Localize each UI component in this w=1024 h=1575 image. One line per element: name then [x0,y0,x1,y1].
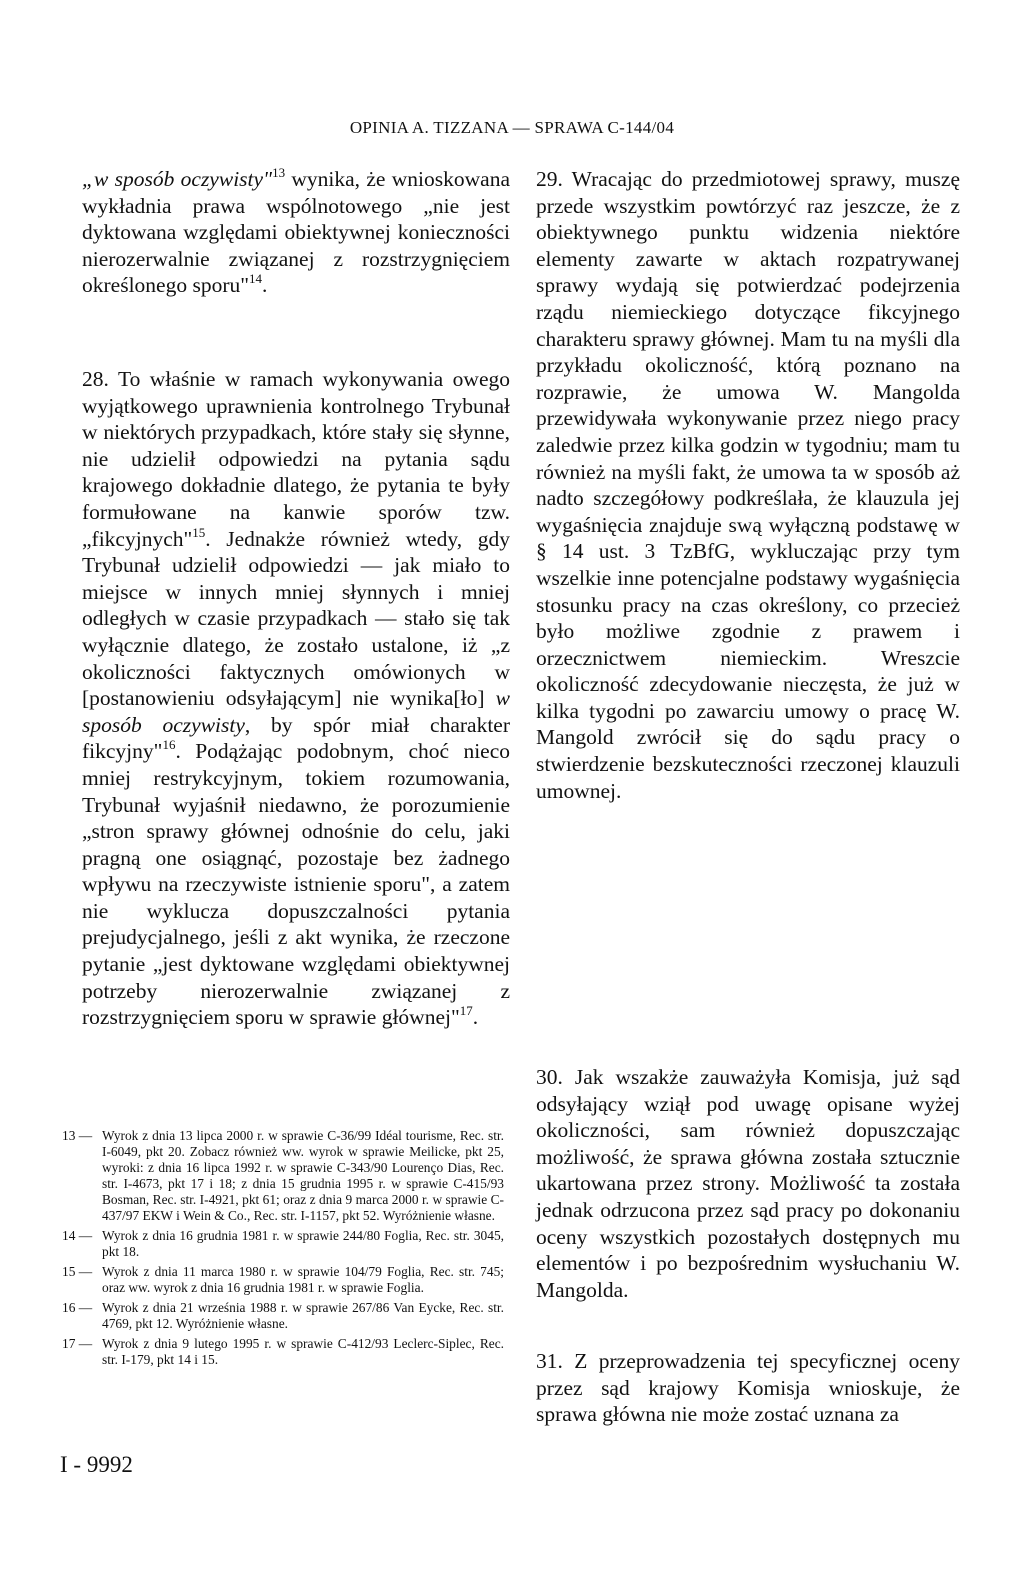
footnotes [62,1128,504,1372]
paragraph-28-italic: w sposób oczywisty [82,686,510,737]
paragraph-28 [82,366,510,1031]
footnote-text: Wyrok z dnia 16 grudnia 1981 r. w sprawie 244/80 Foglia, Rec. str. 3045, pkt 18. [102,1228,504,1259]
paragraph-28-part3: , by spór miał charakter fikcyjny" [82,712,510,764]
footnote-number: 17 — [62,1336,93,1351]
footnote-number: 13 — [62,1128,93,1143]
paragraph-30: 30. Jak wszakże zauważyła Komisja, już sąd odsyłający wziął pod uwagę opisane wyżej okoliczności, sam również dopuszczając możliwość, że sprawa główna została sztucznie ukartowana przez strony. Możliwość ta została jednak odrzucona przez sąd pracy po dokonaniu oceny wszystkich pozostałych dostępnych mu elementów i po bezpośrednim wysłuchaniu W. Mangolda. [536,1065,960,1302]
footnote-14 [62,1228,504,1260]
quote-text: wynika, że wnioskowana wykładnia prawa wspólnotowego „nie jest dyktowana względami obiektywnej konieczności nierozerwalnie związanej z rozstrzygnięciem określonego sporu" [82,167,510,298]
footnote-15 [62,1264,504,1296]
footnote-16 [62,1300,504,1332]
quote-end: . [262,273,268,298]
footnote-text: Wyrok z dnia 9 lutego 1995 r. w sprawie C-412/93 Leclerc-Siplec, Rec. str. I-179, pkt 14 i 15. [102,1336,504,1367]
footnote-text: Wyrok z dnia 11 marca 1980 r. w sprawie 104/79 Foglia, Rec. str. 745; oraz ww. wyrok z dnia 16 grudnia 1981 r. w sprawie Foglia. [102,1264,504,1295]
page-number: I - 9992 [60,1452,133,1477]
footnote-number: 15 — [62,1264,93,1279]
footnote-text: Wyrok z dnia 13 lipca 2000 r. w sprawie C-36/99 Idéal tourisme, Rec. str. I-6049, pkt 20. Zobacz również ww. wyrok w sprawie Meilicke, pkt 25, wyroki: z dnia 16 lipca 1992 r. w sprawie C-343/90 Lourenço Dias, Rec. str. I-4673, pkt 17 i 18; z dnia 15 grudnia 1995 r. w sprawie C-415/93 Bosman, Rec. str. I-4921, pkt 61; oraz z dnia 9 marca 2000 r. w sprawie C-437/97 EKW i Wein & Co., Rec. str. I-1157, pkt 52. Wyróżnienie własne. [102,1128,504,1223]
footnote-ref-16[interactable]: 16 [162,737,176,753]
paragraph-28-part1: 28. To właśnie w ramach wykonywania owego wyjątkowego uprawnienia kontrolnego Trybunał w niektórych przypadkach, które stały się słynne, nie udzielił odpowiedzi na pytania sądu krajowego dokładnie dlatego, że pytania te były formułowane na kanwie sporów tzw. „fikcyjnych" [82,367,510,551]
paragraph-28-part4: . Podążając podobnym, choć nieco mniej restrykcyjnym, tokiem rozumowania, Trybunał wyjaśnił niedawno, że porozumienie „stron sprawy głównej odnośnie do celu, jaki pragną one osiągnąć, pozostaje bez żadnego wpływu na rzeczywiste istnienie sporu", a zatem nie wyklucza dopuszczalności pytania prejudycjalnego, jeśli z akt wynika, że rzeczone pytanie „jest dyktowane względami obiektywnej potrzeby nierozerwalnie związanej z rozstrzygnięciem sporu w sprawie głównej" [82,739,510,1030]
footnote-number: 14 — [62,1228,93,1243]
quote-continuation [82,166,510,299]
footnote-ref-15[interactable]: 15 [192,524,206,540]
quote-italic: „w sposób oczywisty" [82,167,273,191]
footnote-text: Wyrok z dnia 21 września 1988 r. w sprawie 267/86 Van Eycke, Rec. str. 4769, pkt 12. Wyróżnienie własne. [102,1300,504,1331]
left-column [82,165,510,1030]
footnote-number: 16 — [62,1300,93,1315]
paragraph-28-part2: . Jednakże również wtedy, gdy Trybunał udzielił odpowiedzi — jak miało to miejsce w innych mniej słynnych i mniej odległych w czasie przypadkach — stało się tak wyłącznie dlatego, że zostało ustalone, iż „z okoliczności faktycznych omówionych w [postanowieniu odsyłającym] nie wynika[ło] [82,526,510,711]
footnote-13 [62,1128,504,1224]
footnote-ref-17[interactable]: 17 [459,1003,473,1019]
footnote-17 [62,1336,504,1368]
paragraph-31: 31. Z przeprowadzenia tej specyficznej oceny przez sąd krajowy Komisja wnioskuje, że sprawa główna nie może zostać uznana za [536,1349,960,1427]
footnote-ref-13[interactable]: 13 [272,165,286,180]
footnote-ref-14[interactable]: 14 [249,271,263,287]
paragraph-29: 29. Wracając do przedmiotowej sprawy, muszę przede wszystkim powtórzyć raz jeszcze, że z obiektywnego punktu widzenia niektóre elementy zawarte w aktach rozpatrywanej sprawy wydają się potwierdzać podejrzenia rządu niemieckiego dotyczące fikcyjnego charakteru sprawy głównej. Mam tu na myśli dla przykładu okoliczność, którą poznano na rozprawie, że umowa W. Mangolda przewidywała wykonywanie przez niego pracy zaledwie przez kilka godzin w tygodniu; mam tu również na myśli fakt, że umowa ta w sposób aż nadto szczegółowy podkreślała, że klauzula jej wygaśnięcia znajduje swą wyłączną podstawę w § 14 ust. 3 TzBfG, wykluczając przy tym wszelkie inne potencjalne podstawy wygaśnięcia stosunku pracy na czas określony, co przecież było możliwe zgodnie z prawem i orzecznictwem niemieckim. Wreszcie okoliczność zdecydowanie nieczęsta, że już w kilka tygodni po zawarciu umowy o pracę W. Mangold zwrócił się do sądu pracy o stwierdzenie bezskuteczności rzeczonej klauzuli umownej. [536,167,960,803]
running-header: OPINIA A. TIZZANA — SPRAWA C-144/04 [349,118,675,137]
paragraph-28-end: . [472,1005,479,1030]
